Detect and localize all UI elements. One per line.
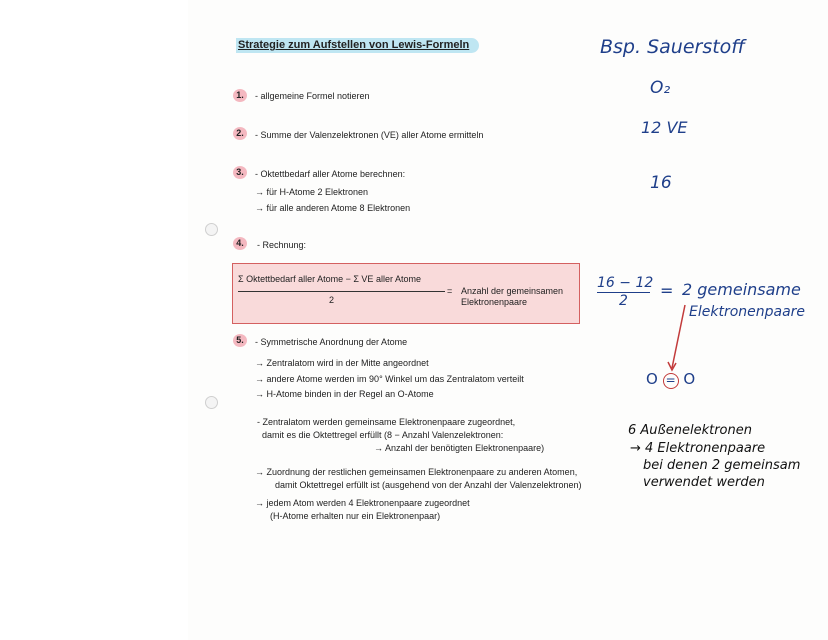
step-5-item-h: → H-Atome binden in der Regel an O-Atome bbox=[255, 389, 434, 399]
handwritten-note-4: verwendet werden bbox=[643, 475, 765, 490]
step-2-text: - Summe der Valenzelektronen (VE) aller Atome ermitteln bbox=[255, 130, 484, 140]
paragraph-1-line-1: - Zentralatom werden gemeinsame Elektronenpaare zugeordnet, bbox=[257, 417, 516, 427]
step-5-text: - Symmetrische Anordnung der Atome bbox=[255, 337, 408, 347]
page-title: Strategie zum Aufstellen von Lewis-Formeln bbox=[236, 38, 479, 53]
paragraph-1-line-2: damit es die Oktettregel erfüllt (8 − Anzahl Valenzelektronen: bbox=[262, 430, 504, 440]
handwritten-calc-equals: = bbox=[660, 281, 674, 300]
paragraph-3-line-1: → jedem Atom werden 4 Elektronenpaare zugeordnet bbox=[255, 498, 470, 508]
step-2-number: 2. bbox=[233, 127, 247, 140]
handwritten-note-3: bei denen 2 gemeinsam bbox=[643, 458, 801, 473]
lewis-oxygen-2: O bbox=[683, 370, 696, 388]
handwritten-lewis-structure bbox=[646, 370, 695, 389]
handwritten-note-2: → 4 Elektronenpaare bbox=[630, 441, 766, 456]
step-3-sub-other: → für alle anderen Atome 8 Elektronen bbox=[255, 203, 411, 213]
step-4-number: 4. bbox=[233, 237, 247, 250]
step-3-sub-h: → für H-Atome 2 Elektronen bbox=[255, 187, 369, 197]
formula-denominator: 2 bbox=[329, 295, 335, 305]
punch-hole-icon bbox=[205, 223, 218, 236]
lewis-oxygen-1: O bbox=[646, 370, 658, 388]
fraction-line bbox=[238, 291, 445, 292]
handwritten-calc-denominator: 2 bbox=[619, 293, 628, 309]
step-5-number: 5. bbox=[233, 334, 247, 347]
handwritten-calc-numerator: 16 − 12 bbox=[597, 275, 654, 291]
paragraph-1-line-3: → Anzahl der benötigten Elektronenpaare) bbox=[374, 443, 545, 453]
lewis-double-bond: = bbox=[663, 373, 679, 389]
formula-equals: = bbox=[447, 286, 453, 296]
handwritten-note-1: 6 Außenelektronen bbox=[628, 423, 752, 438]
paragraph-2-line-1: → Zuordnung der restlichen gemeinsamen Elektronenpaare zu anderen Atomen, bbox=[255, 467, 578, 477]
step-3-number: 3. bbox=[233, 166, 247, 179]
formula-result-line2: Elektronenpaare bbox=[461, 297, 528, 307]
punch-hole-icon bbox=[205, 396, 218, 409]
paragraph-2-line-2: damit Oktettregel erfüllt ist (ausgehend von der Anzahl der Valenzelektronen) bbox=[275, 480, 582, 490]
paragraph-3-line-2: (H-Atome erhalten nur ein Elektronenpaar) bbox=[270, 511, 441, 521]
handwritten-ve: 12 VE bbox=[641, 118, 688, 137]
step-3-text: - Oktettbedarf aller Atome berechnen: bbox=[255, 169, 406, 179]
formula-box bbox=[232, 263, 580, 324]
step-5-item-angle: → andere Atome werden im 90° Winkel um das Zentralatom verteilt bbox=[255, 374, 524, 384]
handwritten-example-title: Bsp. Sauerstoff bbox=[600, 36, 746, 58]
handwritten-arrow-icon bbox=[640, 300, 700, 380]
formula-numerator: Σ Oktettbedarf aller Atome − Σ VE aller Atome bbox=[238, 274, 421, 284]
step-1-text: - allgemeine Formel notieren bbox=[255, 91, 370, 101]
handwritten-calc-result-1: 2 gemeinsame bbox=[682, 280, 801, 299]
step-5-item-center: → Zentralatom wird in der Mitte angeordnet bbox=[255, 358, 429, 368]
step-1-number: 1. bbox=[233, 89, 247, 102]
handwritten-sixteen: 16 bbox=[650, 173, 672, 193]
handwritten-calc-result-2: Elektronenpaare bbox=[689, 304, 806, 320]
step-4-text: - Rechnung: bbox=[257, 240, 307, 250]
handwritten-o2: O₂ bbox=[650, 78, 671, 98]
formula-result-line1: Anzahl der gemeinsamen bbox=[461, 286, 564, 296]
